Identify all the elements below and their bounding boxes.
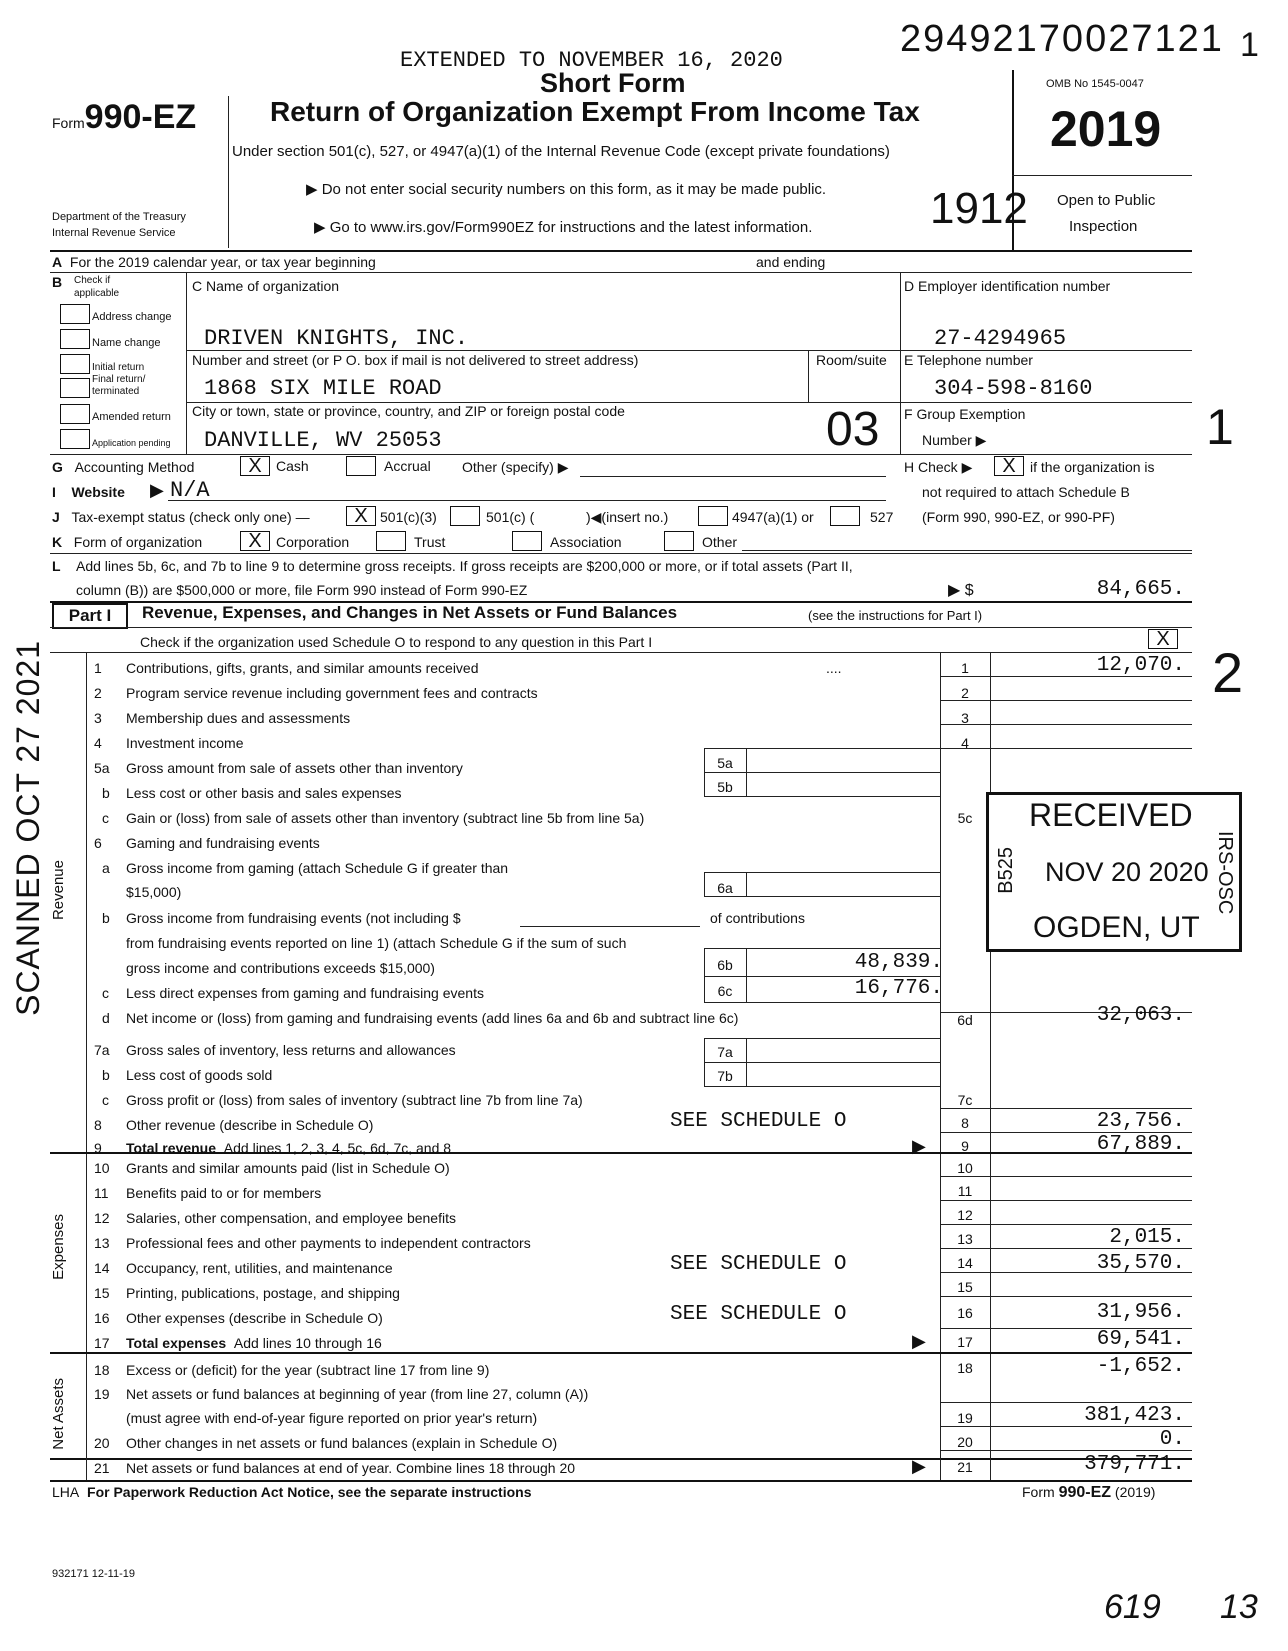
- received-city: OGDEN, UT: [1033, 911, 1200, 944]
- line-13-amount: 2,015.: [1109, 1226, 1185, 1249]
- expenses-side-label: Expenses: [50, 1214, 67, 1280]
- terminated-label: terminated: [92, 386, 140, 397]
- footer-paperwork: [52, 1484, 532, 1500]
- amended-return-checkbox[interactable]: [60, 404, 90, 424]
- extended-notice: EXTENDED TO NOVEMBER 16, 2020: [400, 48, 783, 73]
- line-6d-box: 6d: [957, 1012, 973, 1028]
- line-18-num: 18: [94, 1362, 110, 1378]
- initial-return-label: Initial return: [92, 362, 145, 373]
- line-k-label: K: [52, 534, 63, 550]
- line-14-amount: 35,570.: [1096, 1252, 1185, 1275]
- line-7a-text: Gross sales of inventory, less returns and allowances: [126, 1042, 456, 1058]
- line-k: [52, 534, 202, 550]
- line-1-amount: 12,070.: [1096, 654, 1185, 677]
- accrual-checkbox[interactable]: [346, 456, 376, 476]
- line-1-dots: ....: [826, 660, 842, 676]
- handwritten-mark-2: 2: [1212, 641, 1244, 704]
- line-19-box: 19: [957, 1410, 973, 1426]
- tax-year: 2019: [1050, 101, 1162, 157]
- line-14-text: Occupancy, rent, utilities, and maintenance: [126, 1260, 393, 1276]
- line-11-box: 11: [957, 1183, 973, 1199]
- form-of-org-label: Form of organization: [73, 534, 203, 550]
- under-section-text: Under section 501(c), 527, or 4947(a)(1) of the Internal Revenue Code (except private foundations): [232, 143, 890, 160]
- line-8-schedule-o: SEE SCHEDULE O: [670, 1110, 847, 1133]
- ein-value: 27-4294965: [934, 326, 1067, 351]
- line-l-text-2: column (B)) are $500,000 or more, file Form 990 instead of Form 990-EZ: [76, 582, 528, 598]
- line-17-text: [126, 1335, 382, 1351]
- schedule-o-check-text: Check if the organization used Schedule O to respond to any question in this Part I: [140, 634, 653, 650]
- line-7b-num: b: [102, 1067, 110, 1083]
- line-9-amount: 67,889.: [1096, 1133, 1185, 1156]
- line-5b-num: b: [102, 785, 110, 801]
- applicable: applicable: [74, 288, 120, 299]
- line-g-label: G: [52, 459, 63, 475]
- line-6c-subbox: 6c: [717, 983, 733, 999]
- name-change-checkbox[interactable]: [60, 329, 90, 349]
- line-3-text: Membership dues and assessments: [126, 710, 351, 726]
- line-16-box: 16: [957, 1305, 973, 1321]
- handwritten-13: 13: [1220, 1588, 1258, 1626]
- cash-checkbox[interactable]: X: [240, 456, 270, 476]
- paperwork-notice: For Paperwork Reduction Act Notice, see the separate instructions: [87, 1484, 532, 1500]
- line-6b-of-contributions: of contributions: [710, 910, 805, 926]
- street-address: 1868 SIX MILE ROAD: [204, 376, 442, 401]
- association-checkbox[interactable]: [512, 531, 542, 551]
- line-j: [52, 509, 310, 525]
- other-org-checkbox[interactable]: [664, 531, 694, 551]
- org-name: DRIVEN KNIGHTS, INC.: [204, 326, 469, 351]
- line-18-amount: -1,652.: [1096, 1355, 1185, 1378]
- part-1-title: Revenue, Expenses, and Changes in Net Assets or Fund Balances: [142, 603, 678, 622]
- org-name-label: C Name of organization: [192, 278, 340, 294]
- line-21-amount: 379,771.: [1084, 1453, 1185, 1476]
- amended-return-label: Amended return: [92, 411, 171, 423]
- line-5c-box: 5c: [957, 810, 973, 826]
- line-6b-subbox: 6b: [717, 957, 733, 973]
- line-10-text: Grants and similar amounts paid (list in Schedule O): [126, 1160, 450, 1176]
- 501c-label: 501(c) (: [486, 509, 535, 525]
- application-pending-checkbox[interactable]: [60, 429, 90, 449]
- line-5b-subbox: 5b: [717, 779, 733, 795]
- handwritten-dln: 29492170027121: [900, 18, 1224, 60]
- line-3-box: 3: [961, 710, 969, 726]
- line-20-num: 20: [94, 1435, 110, 1451]
- line-16-amount: 31,956.: [1096, 1301, 1185, 1324]
- received-code-left: B525: [995, 847, 1017, 894]
- line-19-text: Net assets or fund balances at beginning of year (from line 27, column (A)): [126, 1386, 589, 1402]
- line-a-text: For the 2019 calendar year, or tax year beginning: [69, 254, 376, 270]
- no-ssn-notice: ▶ Do not enter social security numbers on this form, as it may be made public.: [306, 181, 827, 198]
- omb-number: OMB No 1545-0047: [1046, 78, 1144, 90]
- check-if: Check if: [74, 275, 111, 286]
- received-text: RECEIVED: [1029, 797, 1193, 833]
- line-4-box: 4: [961, 735, 969, 751]
- 501c3-label: 501(c)(3): [380, 509, 437, 525]
- line-l-text-1: Add lines 5b, 6c, and 7b to line 9 to determine gross receipts. If gross receipts are $200,000 or more, or if total assets (Part II,: [76, 558, 853, 574]
- 4947-label: 4947(a)(1) or: [732, 509, 814, 525]
- line-9-box: 9: [961, 1138, 969, 1154]
- line-a-label: A: [52, 254, 63, 270]
- final-return-checkbox[interactable]: [60, 378, 90, 398]
- handwritten-1912: 1912: [930, 184, 1028, 233]
- form-main-title: Return of Organization Exempt From Income Tax: [270, 96, 920, 127]
- gross-receipts-amount: 84,665.: [1096, 578, 1185, 601]
- line-6d-text: Net income or (loss) from gaming and fundraising events (add lines 6a and 6b and subtract line 6c): [126, 1010, 739, 1026]
- line-19-num: 19: [94, 1386, 110, 1402]
- received-stamp: [986, 792, 1242, 952]
- line-19-amount: 381,423.: [1084, 1404, 1185, 1427]
- form-word: Form: [52, 115, 85, 131]
- final-return-label: Final return/: [92, 374, 146, 385]
- line-19-text-2: (must agree with end-of-year figure reported on prior year's return): [126, 1410, 538, 1426]
- 527-checkbox[interactable]: [830, 506, 860, 526]
- schedule-b-checkbox[interactable]: X: [994, 456, 1024, 476]
- line-4-text: Investment income: [126, 735, 244, 751]
- 501c3-checkbox[interactable]: X: [346, 506, 376, 526]
- part-1-title-note: (see the instructions for Part I): [808, 608, 983, 623]
- line-1-text: Contributions, gifts, grants, and similar amounts received: [126, 660, 479, 676]
- line-6a-text: Gross income from gaming (attach Schedule G if greater than: [126, 860, 509, 876]
- line-14-num: 14: [94, 1260, 110, 1276]
- schedule-o-checkbox[interactable]: X: [1148, 629, 1178, 649]
- line-17-amount: 69,541.: [1096, 1328, 1185, 1351]
- line-15-text: Printing, publications, postage, and shipping: [126, 1285, 400, 1301]
- line-2-text: Program service revenue including government fees and contracts: [126, 685, 538, 701]
- line-7c-text: Gross profit or (loss) from sales of inventory (subtract line 7b from line 7a): [126, 1092, 583, 1108]
- line-l-arrow: ▶ $: [948, 582, 974, 599]
- total-expenses-label: Total expenses: [126, 1335, 227, 1351]
- line-16-num: 16: [94, 1310, 110, 1326]
- h-text-1: if the organization is: [1030, 459, 1155, 475]
- line-6b-text-3: gross income and contributions exceeds $15,000): [126, 960, 435, 976]
- line-a: [52, 254, 376, 270]
- line-5c-num: c: [102, 810, 109, 826]
- line-2-box: 2: [961, 685, 969, 701]
- city-state-zip: DANVILLE, WV 25053: [204, 428, 442, 453]
- line-16-schedule-o: SEE SCHEDULE O: [670, 1303, 847, 1326]
- line-17-box: 17: [957, 1334, 973, 1350]
- line-21-box: 21: [957, 1459, 973, 1475]
- line-6d-num: d: [102, 1010, 110, 1026]
- net-assets-side-label: Net Assets: [50, 1378, 67, 1450]
- line-6-text: Gaming and fundraising events: [126, 835, 320, 851]
- initial-return-checkbox[interactable]: [60, 354, 90, 374]
- line-8-amount: 23,756.: [1096, 1110, 1185, 1133]
- group-exemption-number-label: Number ▶: [922, 432, 987, 448]
- line-6-num: 6: [94, 835, 102, 851]
- footer-form-ref: [1022, 1484, 1155, 1502]
- revenue-side-label: Revenue: [50, 860, 67, 921]
- handwritten-619: 619: [1104, 1588, 1161, 1626]
- line-7a-num: 7a: [94, 1042, 110, 1058]
- insert-no-label: )◀(insert no.): [586, 509, 669, 525]
- open-to-public: Open to Public: [1057, 192, 1156, 209]
- phone-label: E Telephone number: [904, 352, 1033, 368]
- line-8-box: 8: [961, 1115, 969, 1131]
- line-15-box: 15: [957, 1279, 973, 1295]
- short-form-title: Short Form: [540, 68, 686, 98]
- accounting-method-label: Accounting Method: [74, 459, 195, 475]
- line-16-text: Other expenses (describe in Schedule O): [126, 1310, 383, 1326]
- line-14-box: 14: [957, 1255, 973, 1271]
- line-4-num: 4: [94, 735, 102, 751]
- dept-treasury: Department of the Treasury: [52, 211, 186, 223]
- line-17-num: 17: [94, 1335, 110, 1351]
- line-20-text: Other changes in net assets or fund balances (explain in Schedule O): [126, 1435, 558, 1451]
- name-change-label: Name change: [92, 337, 161, 349]
- goto-notice: ▶ Go to www.irs.gov/Form990EZ for instructions and the latest information.: [314, 219, 813, 236]
- form-label: [52, 98, 196, 137]
- trust-label: Trust: [414, 534, 446, 550]
- 501c-checkbox[interactable]: [450, 506, 480, 526]
- line-7a-subbox: 7a: [717, 1044, 733, 1060]
- line-3-num: 3: [94, 710, 102, 726]
- line-15-num: 15: [94, 1285, 110, 1301]
- street-label: Number and street (or P O. box if mail is not delivered to street address): [192, 352, 639, 368]
- group-exemption-label: F Group Exemption: [904, 406, 1026, 422]
- footer-form-number: 990-EZ: [1058, 1484, 1112, 1501]
- line-12-num: 12: [94, 1210, 110, 1226]
- line-13-box: 13: [957, 1231, 973, 1247]
- line-5a-text: Gross amount from sale of assets other than inventory: [126, 760, 463, 776]
- line-6a-subbox: 6a: [717, 880, 733, 896]
- line-7c-num: c: [102, 1092, 109, 1108]
- line-6b-num: b: [102, 910, 110, 926]
- line-6a-text-2: $15,000): [126, 884, 182, 900]
- line-10-num: 10: [94, 1160, 110, 1176]
- scanned-stamp: SCANNED OCT 27 2021: [10, 640, 46, 1016]
- line-21-num: 21: [94, 1460, 110, 1476]
- other-specify-label: Other (specify) ▶: [462, 459, 569, 475]
- footer-code: 932171 12-11-19: [52, 1568, 135, 1580]
- line-6d-amount: 32,063.: [1096, 1004, 1185, 1027]
- application-pending-label: Application pending: [92, 438, 171, 448]
- received-date: NOV 20 2020: [1045, 857, 1209, 887]
- line-6b-text-2: from fundraising events reported on line 1) (attach Schedule G if the sum of such: [126, 935, 627, 951]
- handwritten-dln-suffix: 1: [1240, 26, 1259, 64]
- h-text-3: (Form 990, 990-EZ, or 990-PF): [922, 509, 1115, 525]
- line-17-desc: Add lines 10 through 16: [233, 1335, 382, 1351]
- line-9-desc: Add lines 1, 2, 3, 4, 5c, 6d, 7c, and 8: [223, 1140, 452, 1156]
- line-14-schedule-o: SEE SCHEDULE O: [670, 1253, 847, 1276]
- line-6b-amount: 48,839.: [854, 951, 943, 974]
- corporation-label: Corporation: [276, 534, 350, 550]
- line-20-amount: 0.: [1159, 1428, 1185, 1451]
- form-number: 990-EZ: [84, 98, 197, 136]
- line-5a-num: 5a: [94, 760, 110, 776]
- website-label: Website: [71, 484, 125, 500]
- h-check-label: H Check ▶: [904, 459, 973, 475]
- address-change-checkbox[interactable]: [60, 304, 90, 324]
- line-2-num: 2: [94, 685, 102, 701]
- line-5a-subbox: 5a: [717, 755, 733, 771]
- room-suite-label: Room/suite: [816, 352, 887, 368]
- accrual-label: Accrual: [384, 458, 431, 474]
- line-9-num: 9: [94, 1140, 102, 1156]
- association-label: Association: [550, 534, 622, 550]
- line-11-text: Benefits paid to or for members: [126, 1185, 322, 1201]
- total-revenue-label: Total revenue: [126, 1140, 216, 1156]
- website-value: N/A: [170, 478, 210, 503]
- line-17-arrow-icon: ▶: [912, 1331, 926, 1351]
- line-9-arrow-icon: ▶: [912, 1136, 926, 1156]
- tax-exempt-status-label: Tax-exempt status (check only one) —: [71, 509, 310, 525]
- address-change-label: Address change: [92, 311, 172, 323]
- irs-label: Internal Revenue Service: [52, 227, 176, 239]
- line-1-box: 1: [961, 660, 969, 676]
- line-7b-subbox: 7b: [717, 1068, 733, 1084]
- line-6c-num: c: [102, 985, 109, 1001]
- cash-label: Cash: [276, 458, 309, 474]
- line-i-label: I: [52, 484, 56, 500]
- line-1-num: 1: [94, 660, 102, 676]
- line-i: [52, 484, 125, 500]
- corporation-checkbox[interactable]: X: [240, 531, 270, 551]
- section-b-label: B: [52, 274, 63, 290]
- h-text-2: not required to attach Schedule B: [922, 484, 1130, 500]
- line-18-text: Excess or (deficit) for the year (subtract line 17 from line 9): [126, 1362, 490, 1378]
- 4947-checkbox[interactable]: [698, 506, 728, 526]
- line-9-text: [126, 1140, 451, 1156]
- line-5c-text: Gain or (loss) from sale of assets other than inventory (subtract line 5b from line 5a): [126, 810, 645, 826]
- line-8-num: 8: [94, 1117, 102, 1133]
- footer-form-prefix: Form: [1022, 1484, 1055, 1500]
- line-6c-text: Less direct expenses from gaming and fundraising events: [126, 985, 484, 1001]
- line-10-box: 10: [957, 1160, 973, 1176]
- 527-label: 527: [870, 509, 894, 525]
- ein-label: D Employer identification number: [904, 278, 1111, 294]
- line-20-box: 20: [957, 1434, 973, 1450]
- other-org-label: Other: [702, 534, 738, 550]
- line-8-text: Other revenue (describe in Schedule O): [126, 1117, 374, 1133]
- line-12-text: Salaries, other compensation, and employee benefits: [126, 1210, 456, 1226]
- line-a-ending: and ending: [756, 254, 826, 270]
- part-1-label: Part I: [52, 603, 128, 629]
- inspection-label: Inspection: [1069, 218, 1138, 235]
- line-6b-text: Gross income from fundraising events (not including $: [126, 910, 461, 926]
- footer-form-year: (2019): [1114, 1484, 1156, 1500]
- line-7c-box: 7c: [957, 1092, 973, 1108]
- line-5b-text: Less cost or other basis and sales expenses: [126, 785, 402, 801]
- line-13-text: Professional fees and other payments to independent contractors: [126, 1235, 531, 1251]
- line-7b-text: Less cost of goods sold: [126, 1067, 273, 1083]
- line-11-num: 11: [94, 1185, 109, 1201]
- handwritten-mark-1: 1: [1206, 399, 1234, 455]
- line-6a-num: a: [102, 860, 110, 876]
- website-arrow: ▶: [150, 480, 164, 500]
- phone-value: 304-598-8160: [934, 376, 1093, 401]
- handwritten-03: 03: [826, 403, 880, 456]
- line-13-num: 13: [94, 1235, 110, 1251]
- line-18-box: 18: [957, 1360, 973, 1376]
- received-code-right: IRS-OSC: [1214, 831, 1236, 915]
- line-21-arrow-icon: ▶: [912, 1456, 926, 1476]
- lha-label: LHA: [52, 1484, 80, 1500]
- city-label: City or town, state or province, country, and ZIP or foreign postal code: [192, 403, 625, 419]
- trust-checkbox[interactable]: [376, 531, 406, 551]
- line-12-box: 12: [957, 1207, 973, 1223]
- line-21-text: Net assets or fund balances at end of year. Combine lines 18 through 20: [126, 1460, 576, 1476]
- line-6c-amount: 16,776.: [854, 977, 943, 1000]
- line-j-label: J: [52, 509, 60, 525]
- line-l-label: L: [52, 558, 61, 574]
- line-g: [52, 459, 194, 475]
